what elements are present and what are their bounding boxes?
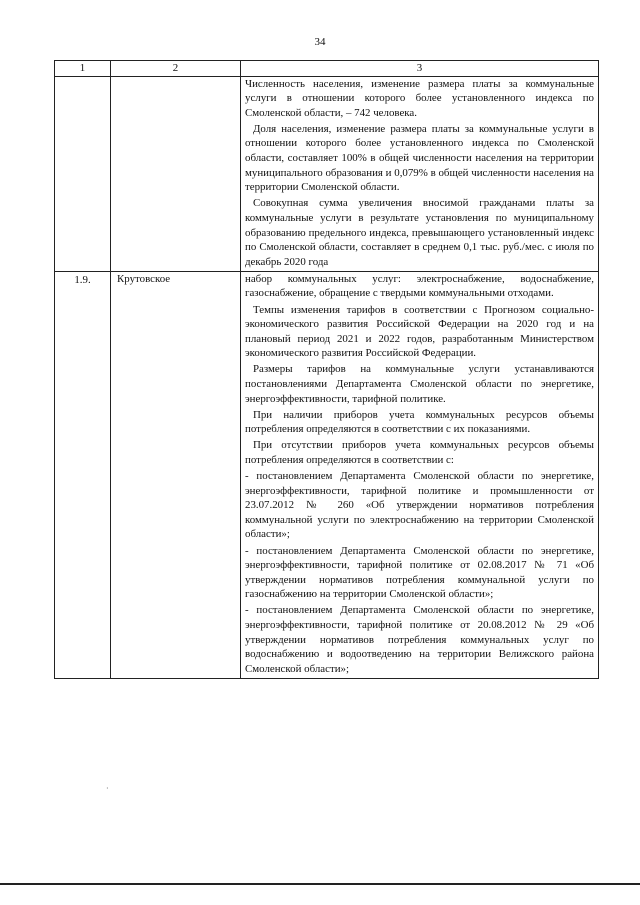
description-paragraph: - постановлением Департамента Смоленской области по энергетике, энергоэффективности, тарифной политике и промышленности от 23.07.2012 № 260 «Об утверждении нормативов потребления коммунальной услуги по электроснабжению на территории Смоленской области»; (245, 470, 594, 541)
bottom-divider (0, 883, 640, 885)
row-number: 1.9. (55, 271, 111, 678)
page-number: 34 (314, 36, 326, 48)
table-row (55, 271, 599, 678)
description-paragraph: Совокупная сумма увеличения вносимой гражданами платы за коммунальные услуги в результате установления по муниципальному образованию предельного индекса, превышающего установленный индекс по Смоленской области, составляет в среднем 0,1 тыс. руб./мес. с июля по декабрь 2020 года (245, 197, 594, 268)
description-paragraph: Доля населения, изменение размера платы за коммунальные услуги в отношении которого более установленного индекса по Смоленской области, составляет 100% в общей численности населения на территории муниципального образования и 0,079% в общей численности населения на территории Смоленской области. (245, 122, 594, 194)
column-header-1: 1 (55, 61, 111, 77)
description-paragraph: При наличии приборов учета коммунальных ресурсов объемы потребления определяются в соответствии с их показаниями. (245, 408, 594, 436)
description-cell (241, 76, 599, 271)
description-paragraph: Размеры тарифов на коммунальные услуги устанавливаются постановлениями Департамента Смоленской области по энергетике, энергоэффективности, тарифной политике. (245, 363, 594, 405)
municipality-name (111, 76, 241, 271)
municipality-name: Крутовское (111, 271, 241, 678)
document-table (54, 60, 599, 679)
description-paragraph: Численность населения, изменение размера платы за коммунальные услуги в отношении которого более установленного индекса по Смоленской области, – 742 человека. (245, 77, 594, 119)
description-paragraph: - постановлением Департамента Смоленской области по энергетике, энергоэффективности, тарифной политике от 20.08.2012 № 29 «Об утверждении нормативов потребления коммунальных услуг по водоснабжению и водоотведению на территории Велижского района Смоленской области»; (245, 604, 594, 675)
description-cell (241, 271, 599, 678)
table-header-row (55, 61, 599, 77)
scan-dot: · (106, 784, 109, 793)
description-paragraph: При отсутствии приборов учета коммунальных ресурсов объемы потребления определяются в соответствии с: (245, 439, 594, 466)
description-paragraph: - постановлением Департамента Смоленской области по энергетике, энергоэффективности, тарифной политике от 02.08.2017 № 71 «Об утверждении нормативов потребления коммунальной услуги по газоснабжению на территории Смоленской области»; (245, 544, 594, 601)
table-header (55, 61, 599, 77)
description-paragraph: набор коммунальных услуг: электроснабжение, водоснабжение, газоснабжение, обращение с твердыми коммунальными отходами. (245, 272, 594, 300)
row-number (55, 76, 111, 271)
column-header-3: 3 (241, 61, 599, 77)
description-paragraph: Темпы изменения тарифов в соответствии с Прогнозом социально-экономического развития Российской Федерации на 2020 год и на плановый период 2021 и 2022 годов, разработанным Министерством экономического развития Российской Федерации. (245, 303, 594, 360)
column-header-2: 2 (111, 61, 241, 77)
table-row (55, 76, 599, 271)
